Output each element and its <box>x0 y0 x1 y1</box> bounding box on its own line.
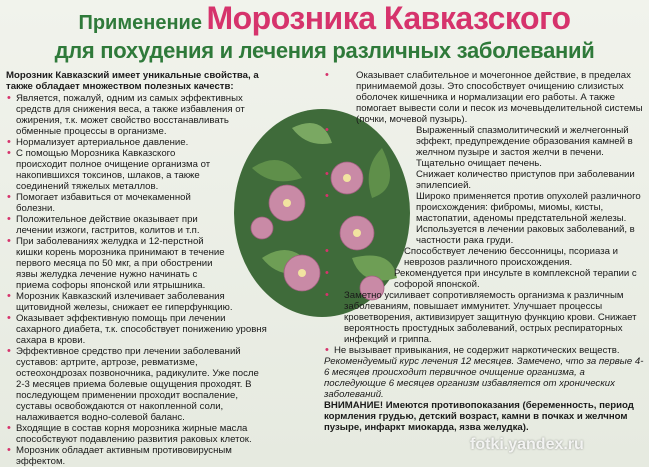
list-item: • С помощью Морозника Кавказского происходит полное очищение организма от накопившихся токсинов, шлаков, а также соединений тяжелых металлов. <box>6 148 268 192</box>
list-item: • Широко применяется против опухолей различного происхождения: фибромы, миомы, кисты, мастопатии, аденомы предстательной железы. Используется в лечении раковых заболеваний, в частности рака груди. <box>324 191 644 246</box>
list-item: • Эффективное средство при лечении заболеваний суставов: артрите, артрозе, ревматизме, остеохондрозах позвоночника, радикулите. Уже после 2-3 месяцев приема болевые ощущения проходят. В последующем применении проходит воспаление, суставы освобождаются от накопленной соли, налаживается водно-солевой баланс. <box>6 346 268 423</box>
list-item: • Рекомендуется при инсульте в комплексной терапии с софорой японской. <box>324 268 644 290</box>
list-item: • Морозник обладает активным противовирусным эффектом. <box>6 445 268 467</box>
list-item: • Не вызывает привыкания, не содержит наркотических веществ. <box>324 345 644 356</box>
list-item: • Является, пожалуй, одним из самых эффективных средств для снижения веса, а также избавления от ожирения, т.к. может свойство восстанавливать обменные процессы в организме. <box>6 93 268 137</box>
headline-main: Морозника Кавказского <box>206 0 571 36</box>
list-item: • Выраженный спазмолитический и желчегонный эффект, предупреждение образования камней в желчном пузыре и застоя желчи в печени. Тщательно очищает печень. <box>324 125 644 169</box>
list-item: • Морозник Кавказский излечивает заболевания щитовидной железы, снижает ее гиперфункцию. <box>6 291 268 313</box>
list-item: • Снижает количество приступов при заболевании эпилепсией. <box>324 169 644 191</box>
list-item: • Оказывает слабительное и мочегонное действие, в пределах принимаемой дозы. Это способствует очищению слизистых оболочек кишечника и нормализации его работы. А также помогает вывести соли и песок из мочевыделительной системы (почки, мочевой пузырь). <box>324 70 644 125</box>
headline-subtitle: для похудения и лечения различных заболеваний <box>54 38 595 63</box>
course-note: Рекомендуемый курс лечения 12 месяцев. Замечено, что за первые 4-6 месяцев происходит первичное очищение организма, а последующие 6 месяцев организм избавляется от хронических заболеваний. <box>324 356 644 400</box>
list-item: • Способствует лечению бессонницы, псориаза и неврозов различного происхождения. <box>324 246 644 268</box>
headline-prefix: Применение <box>78 12 202 34</box>
right-column <box>324 70 644 433</box>
headline <box>0 2 649 34</box>
list-item: • Заметно усиливает сопротивляемость организма к различным заболеваниям, повышает иммунитет. Улучшает процессы кроветворения, активизирует защитную функцию крови. Снижает вероятность простудных заболеваний, острых респираторных инфекций и гриппа. <box>324 290 644 345</box>
left-column <box>6 70 268 467</box>
list-item: • Оказывает эффективную помощь при лечении сахарного диабета, т.к. способствует понижению уровня сахара в крови. <box>6 313 268 346</box>
list-item: • При заболеваниях желудка и 12-перстной кишки корень морозника принимают в течение первого месяца по 50 мкг, а при обострении язвы желудка лечение нужно начинать с приема софоры японской или ятрышника. <box>6 236 268 291</box>
warning-text: ВНИМАНИЕ! Имеются противопоказания (беременность, период кормления грудью, детский возраст, камни в почках и желчном пузыре, инфаркт миокарда, язва желудка). <box>324 400 634 433</box>
list-item: • Нормализует артериальное давление. <box>6 137 268 148</box>
list-item: • Помогает избавиться от мочекаменной болезни. <box>6 192 268 214</box>
intro-text: Морозник Кавказский имеет уникальные свойства, а также обладает множеством полезных качеств: <box>6 70 259 92</box>
list-item: • Входящие в состав корня морозника жирные масла способствуют подавлению развития раковых клеток. <box>6 423 268 445</box>
list-item: • Положительное действие оказывает при лечении изжоги, гастритов, колитов и т.п. <box>6 214 268 236</box>
watermark: fotki.yandex.ru <box>470 436 584 453</box>
